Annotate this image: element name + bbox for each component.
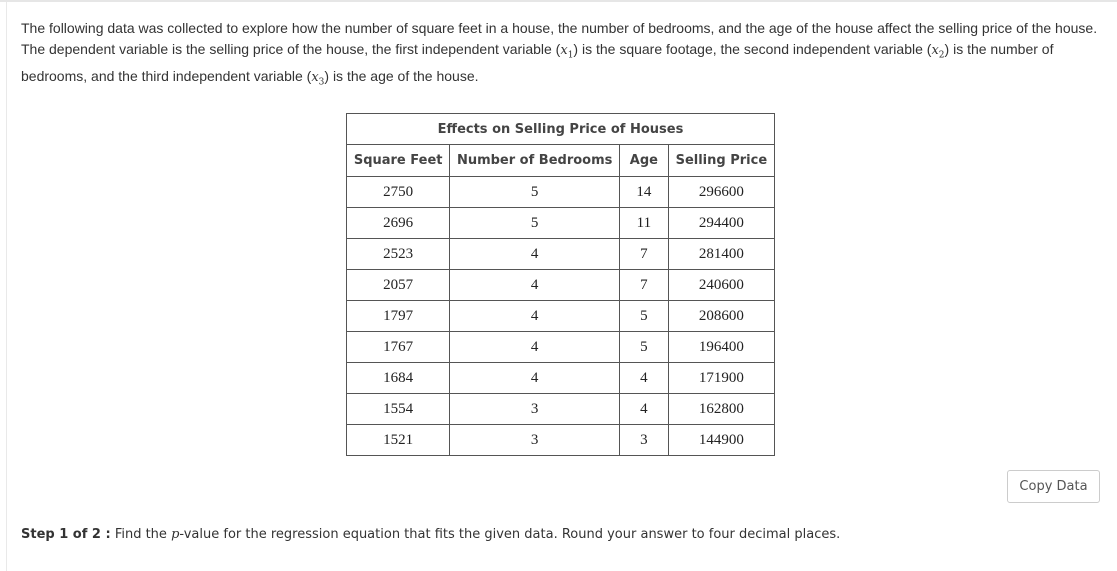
cell-square-feet: 2750 [347, 177, 450, 208]
cell-age: 3 [620, 425, 669, 456]
step-text-after: -value for the regression equation that fits the given data. Round your answer to four decimal places. [179, 527, 841, 542]
cell-bedrooms: 4 [450, 332, 620, 363]
cell-square-feet: 1797 [347, 301, 450, 332]
table-row [347, 363, 775, 394]
cell-square-feet: 2696 [347, 208, 450, 239]
cell-bedrooms: 4 [450, 239, 620, 270]
cell-square-feet: 1767 [347, 332, 450, 363]
column-header-square-feet: Square Feet [347, 145, 450, 177]
intro-part-4: ) is the age of the house. [324, 67, 479, 84]
cell-selling-price: 296600 [668, 177, 774, 208]
cell-selling-price: 208600 [668, 301, 774, 332]
variable-x2 [931, 42, 945, 61]
cell-age: 7 [620, 239, 669, 270]
variable-x1-letter: x [560, 42, 568, 58]
step-instruction [21, 527, 840, 542]
table-row [347, 425, 775, 456]
variable-x1-subscript: 1 [567, 50, 574, 61]
column-header-bedrooms: Number of Bedrooms [450, 145, 620, 177]
left-frame-border [6, 2, 7, 571]
column-header-age: Age [620, 145, 669, 177]
table-row [347, 301, 775, 332]
step-label: Step 1 of 2 : [21, 527, 111, 542]
table-title-row [347, 114, 775, 145]
variable-x1 [560, 42, 574, 61]
intro-part-1: The following data was collected to explore how the number of square feet in a house, the number of bedrooms, and the age of the house affect the selling price of the house. The dependent variable is the selling price of the house, the first independent variable ( [21, 20, 1098, 57]
cell-age: 14 [620, 177, 669, 208]
table-row [347, 332, 775, 363]
variable-x3-subscript: 3 [318, 77, 325, 88]
cell-selling-price: 196400 [668, 332, 774, 363]
cell-age: 4 [620, 363, 669, 394]
column-header-selling-price: Selling Price [668, 145, 774, 177]
cell-age: 11 [620, 208, 669, 239]
table-title: Effects on Selling Price of Houses [347, 114, 775, 145]
cell-bedrooms: 4 [450, 270, 620, 301]
cell-bedrooms: 5 [450, 177, 620, 208]
cell-square-feet: 1554 [347, 394, 450, 425]
cell-bedrooms: 3 [450, 394, 620, 425]
cell-age: 5 [620, 332, 669, 363]
variable-x2-letter: x [931, 42, 939, 58]
cell-bedrooms: 3 [450, 425, 620, 456]
problem-description [21, 18, 1113, 93]
step-text-before: Find the [110, 527, 172, 542]
table-row [347, 239, 775, 270]
variable-x2-subscript: 2 [938, 50, 945, 61]
cell-bedrooms: 5 [450, 208, 620, 239]
intro-part-2: ) is the square footage, the second independent variable ( [573, 40, 932, 57]
cell-age: 5 [620, 301, 669, 332]
cell-selling-price: 294400 [668, 208, 774, 239]
cell-selling-price: 162800 [668, 394, 774, 425]
cell-square-feet: 1684 [347, 363, 450, 394]
cell-age: 4 [620, 394, 669, 425]
table-header-row [347, 145, 775, 177]
cell-age: 7 [620, 270, 669, 301]
intro-part-3: ) is the number of bedrooms, and the third independent variable ( [21, 40, 1054, 84]
top-divider [0, 0, 1117, 2]
table-body [347, 177, 775, 456]
cell-bedrooms: 4 [450, 363, 620, 394]
copy-data-button[interactable]: Copy Data [1007, 470, 1100, 503]
cell-selling-price: 240600 [668, 270, 774, 301]
cell-selling-price: 281400 [668, 239, 774, 270]
p-symbol: p [171, 527, 180, 542]
cell-selling-price: 144900 [668, 425, 774, 456]
table-row [347, 270, 775, 301]
variable-x3 [311, 69, 325, 88]
cell-bedrooms: 4 [450, 301, 620, 332]
cell-selling-price: 171900 [668, 363, 774, 394]
table-row [347, 208, 775, 239]
cell-square-feet: 2057 [347, 270, 450, 301]
table-row [347, 394, 775, 425]
cell-square-feet: 2523 [347, 239, 450, 270]
table-row [347, 177, 775, 208]
cell-square-feet: 1521 [347, 425, 450, 456]
house-data-table [346, 113, 775, 456]
variable-x3-letter: x [311, 69, 319, 85]
